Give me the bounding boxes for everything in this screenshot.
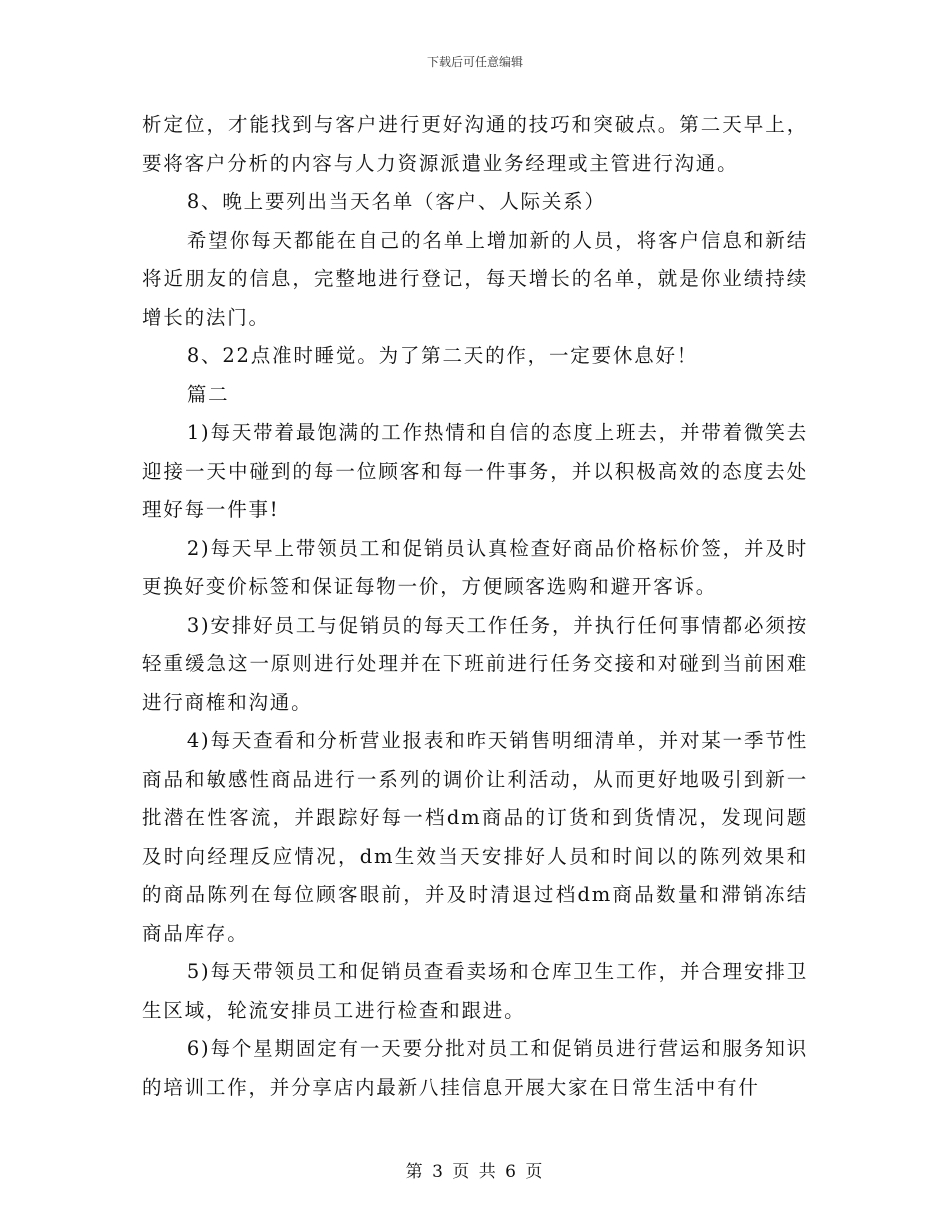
list-item: 1)每天带着最饱满的工作热情和自信的态度上班去，并带着微笑去迎接一天中碰到的每一位顾客和每一件事务，并以积极高效的态度去处理好每一件事! [142,421,808,521]
paragraph: 希望你每天都能在自己的名单上增加新的人员，将客户信息和新结将近朋友的信息，完整地进行登记，每天增长的名单，就是你业绩持续增长的法门。 [142,228,808,329]
paragraph: 8、晚上要列出当天名单（客户、人际关系） [186,190,606,213]
page-header-note: 下载后可任意编辑 [426,55,523,69]
list-item: 2)每天早上带领员工和促销员认真检查好商品价格标价签，并及时更换好变价标签和保证每物一价，方便顾客选购和避开客诉。 [142,536,808,598]
paragraph: 析定位，才能找到与客户进行更好沟通的技巧和突破点。第二天早上，要将客户分析的内容与人力资源派遣业务经理或主管进行沟通。 [142,113,808,175]
section-heading: 篇二 [186,382,230,406]
list-item: 6)每个星期固定有一天要分批对员工和促销员进行营运和服务知识的培训工作，并分享店内最新八挂信息开展大家在日常生活中有什 [142,1037,808,1099]
list-item: 3)安排好员工与促销员的每天工作任务，并执行任何事情都必须按轻重缓急这一原则进行处理并在下班前进行任务交接和对碰到当前困难进行商榷和沟通。 [142,613,808,714]
list-item: 5)每天带领员工和促销员查看卖场和仓库卫生工作，并合理安排卫生区域，轮流安排员工进行检查和跟进。 [142,960,808,1022]
list-item: 4)每天查看和分析营业报表和昨天销售明细清单，并对某一季节性商品和敏感性商品进行一系列的调价让利活动，从而更好地吸引到新一批潜在性客流，并跟踪好每一档dm商品的订货和到货情况，发现问题及时向经理反应情况，dm生效当天安排好人员和时间以的陈列效果和的商品陈列在每位顾客眼前，并及时清退过档dm商品数量和滞销冻结商品库存。 [142,729,808,945]
document-body [142,106,808,1107]
page-number-footer: 第 3 页 共 6 页 [405,1162,545,1182]
paragraph: 8、22点准时睡觉。为了第二天的作，一定要休息好！ [186,344,699,367]
